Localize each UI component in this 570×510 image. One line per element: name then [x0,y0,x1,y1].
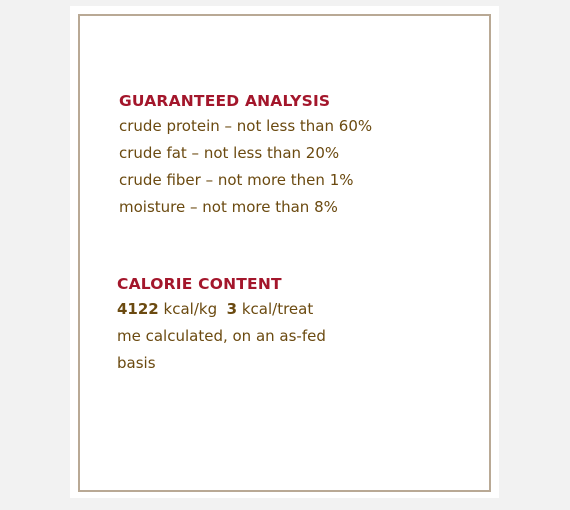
analysis-line-protein: crude protein – not less than 60% [119,117,373,135]
analysis-line-fiber: crude fiber – not more then 1% [119,171,354,189]
guaranteed-analysis-heading: GUARANTEED ANALYSIS [119,92,331,110]
kcal-per-kg-value: 4122 [117,300,159,318]
calorie-note-line-2: basis [117,354,156,372]
kcal-per-treat-unit: kcal/treat [241,300,314,318]
nutrition-panel [78,14,491,492]
calorie-content-heading: CALORIE CONTENT [117,275,282,293]
kcal-per-treat-value: 3 [226,300,238,318]
analysis-line-moisture: moisture – not more than 8% [119,198,338,216]
calorie-note-line-1: me calculated, on an as-fed [117,327,326,345]
label-page [70,6,499,498]
analysis-line-fat: crude fat – not less than 20% [119,144,340,162]
calorie-content-section [117,275,326,377]
calorie-values-line [117,296,326,323]
kcal-per-kg-unit: kcal/kg [163,300,218,318]
guaranteed-analysis-section [119,92,372,221]
